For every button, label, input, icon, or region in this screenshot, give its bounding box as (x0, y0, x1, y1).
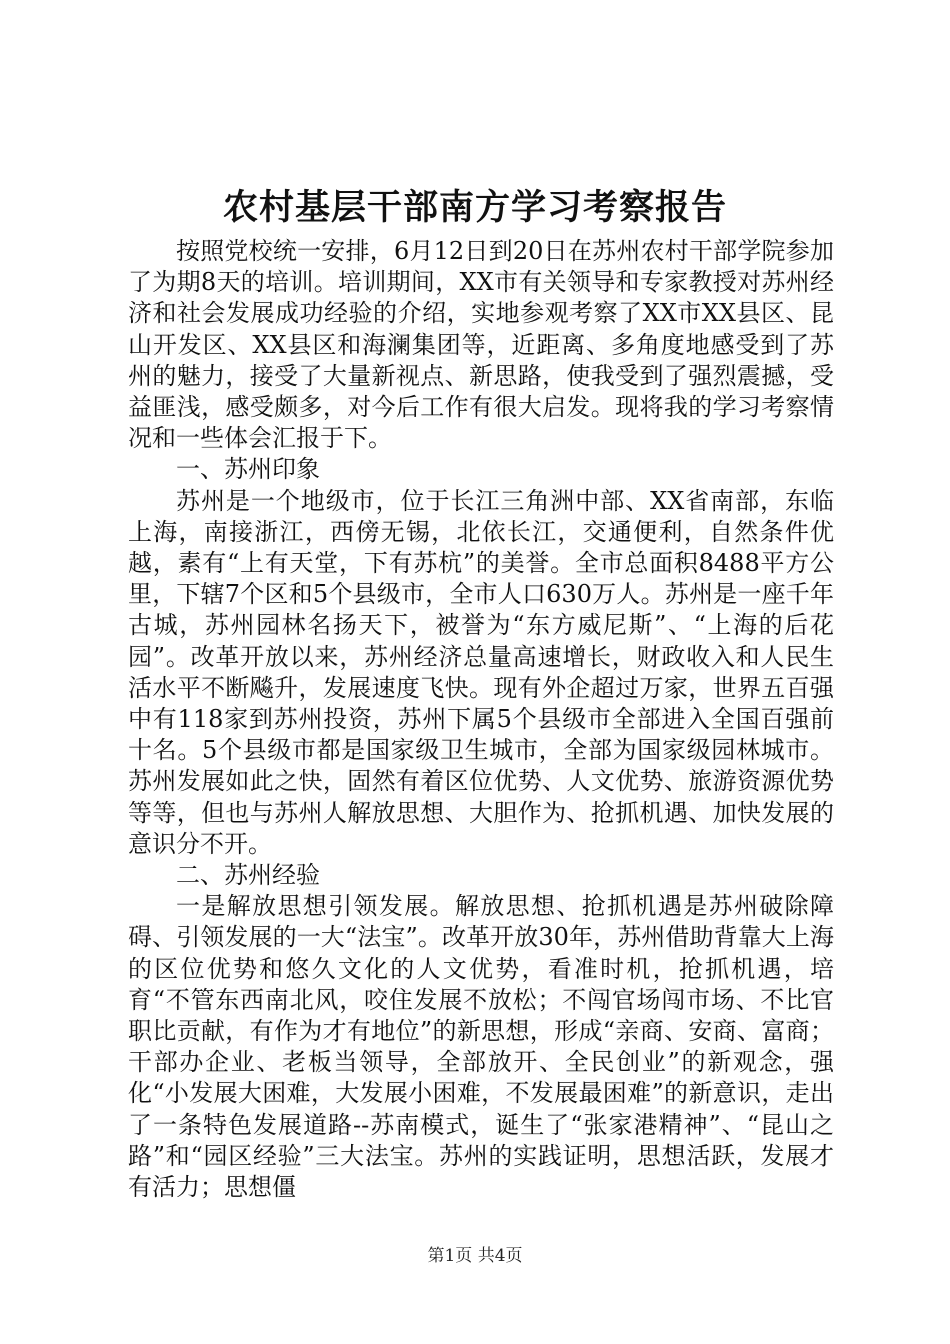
paragraph-intro: 按照党校统一安排，6月12日到20日在苏州农村干部学院参加了为期8天的培训。培训期间，XX市有关领导和专家教授对苏州经济和社会发展成功经验的介绍，实地参观考察了XX市XX县区、昆山开发区、XX县区和海澜集团等，近距离、多角度地感受到了苏州的魅力，接受了大量新视点、新思路，使我受到了强烈震撼，受益匪浅，感受颇多，对今后工作有很大启发。现将我的学习考察情况和一些体会汇报于下。 (128, 237, 834, 453)
paragraph-experience: 一是解放思想引领发展。解放思想、抢抓机遇是苏州破除障碍、引领发展的一大“法宝”。改革开放30年，苏州借助背靠大上海的区位优势和悠久文化的人文优势，看准时机，抢抓机遇，培育“不管东西南北风，咬住发展不放松；不闯官场闯市场、不比官职比贡献，有作为才有地位”的新思想，形成“亲商、安商、富商；干部办企业、老板当领导，全部放开、全民创业”的新观念，强化“小发展大困难，大发展小困难，不发展最困难”的新意识，走出了一条特色发展道路--苏南模式，诞生了“张家港精神”、“昆山之路”和“园区经验”三大法宝。苏州的实践证明，思想活跃，发展才有活力；思想僵 (128, 892, 834, 1202)
document-title: 农村基层干部南方学习考察报告 (222, 187, 727, 228)
section-heading-impression: 一、苏州印象 (176, 455, 320, 484)
paragraph-impression: 苏州是一个地级市，位于长江三角洲中部、XX省南部，东临上海，南接浙江，西傍无锡，北依长江，交通便利，自然条件优越，素有“上有天堂，下有苏杭”的美誉。全市总面积8488平方公里，下辖7个区和5个县级市，全市人口630万人。苏州是一座千年古城，苏州园林名扬天下，被誉为“东方威尼斯”、“上海的后花园”。改革开放以来，苏州经济总量高速增长，财政收入和人民生活水平不断飚升，发展速度飞快。现有外企超过万家，世界五百强中有118家到苏州投资，苏州下属5个县级市全部进入全国百强前十名。5个县级市都是国家级卫生城市，全部为国家级园林城市。苏州发展如此之快，固然有着区位优势、人文优势、旅游资源优势等等，但也与苏州人解放思想、大胆作为、抢抓机遇、加快发展的意识分不开。 (128, 486, 834, 858)
document-body (128, 236, 834, 1203)
section-heading-experience: 二、苏州经验 (176, 861, 320, 890)
page-footer: 第1页 共4页 (427, 1246, 523, 1266)
